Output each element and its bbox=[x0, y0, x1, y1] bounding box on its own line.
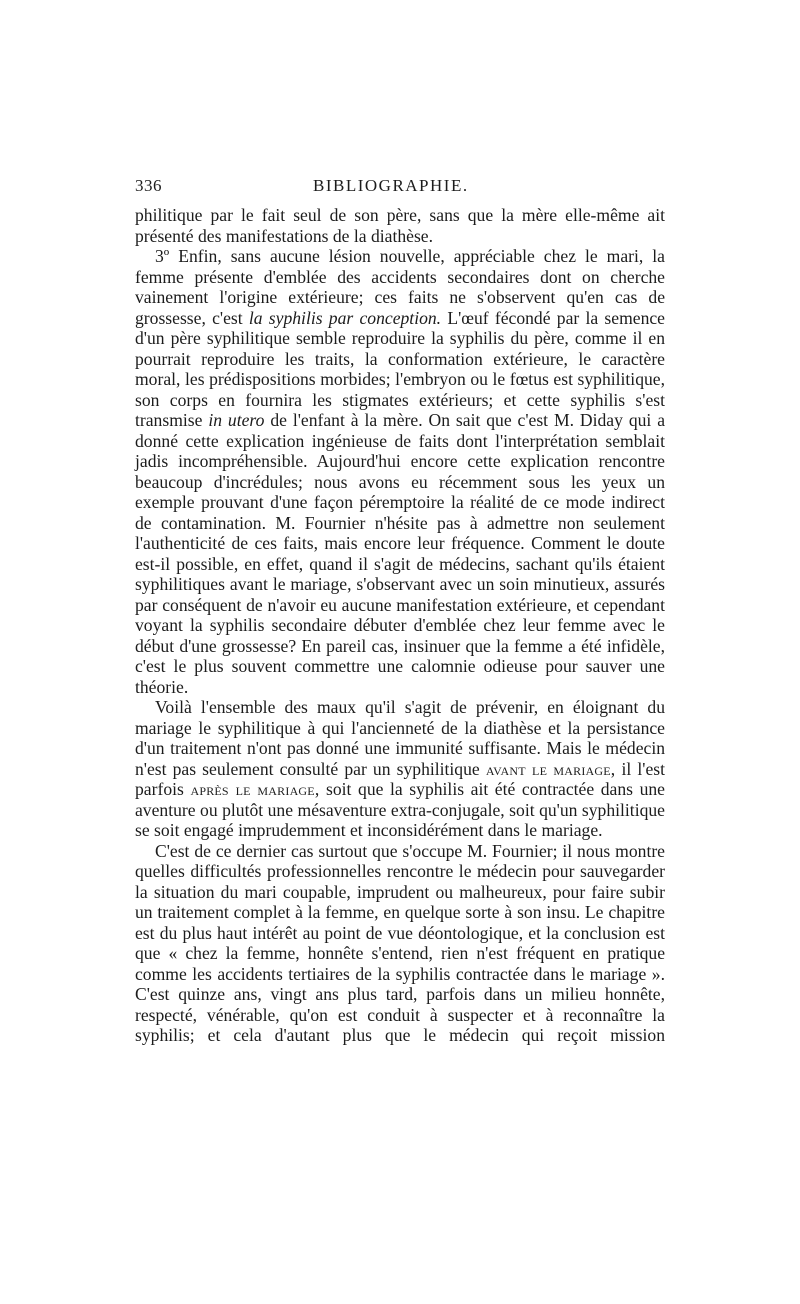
text-segment: Voilà l'ensemble des maux qu'il s'agit de prévenir, en éloignant du mariage le syphilitique à qui l'ancienneté de la diathèse et la persistance d'un traitement n'ont pas donné une immunité suffisante. Mais le médecin n'est pas seulement consulté par un syphilitique bbox=[135, 697, 665, 779]
paragraph-dernier-cas bbox=[135, 841, 665, 1046]
paragraph-text: philitique par le fait seul de son père, sans que la mère elle-même ait présenté des manifestations de la diathèse. bbox=[135, 205, 665, 246]
italic-term: in utero bbox=[208, 410, 265, 430]
page-header bbox=[135, 176, 663, 200]
body-text bbox=[135, 205, 665, 1046]
page-number: 336 bbox=[135, 176, 162, 195]
text-segment: soit que la syphilis ait été contractée dans une aventure ou plutôt une mésaventure extra-conjugale, soit qu'un syphilitique se soit engagé imprudemment et inconsidérément dans le mariage. bbox=[135, 779, 665, 840]
small-caps-term: avant le mariage, bbox=[485, 758, 616, 779]
running-title: BIBLIOGRAPHIE. bbox=[313, 176, 469, 195]
italic-term: la syphilis par conception. bbox=[248, 307, 442, 328]
text-segment: de l'enfant à la mère. On sait que c'est M. Diday qui a donné cette explication ingénieuse de faits dont l'interprétation semblait jadis incompréhensible. Aujourd'hui encore cette explication rencontre beaucoup d'incrédules; nous avons eu récemment sous les yeux un exemple prouvant d'une façon péremptoire la réalité de ce mode indirect de contamination. M. Fournier n'hésite pas à admettre non seulement l'authenticité de ces faits, mais encore leur fréquence. Comment le doute est-il possible, en effet, quand il s'agit de médecins, sachant qu'ils étaient syphilitiques avant le mariage, s'observant avec un soin minutieux, assurés par conséquent de n'avoir eu aucune manifestation extérieure, et cependant voyant la syphilis secondaire débuter d'emblée chez leur femme avec le début d'une grossesse? En pareil cas, insinuer que la femme a été infidèle, c'est le plus souvent commettre une calomnie odieuse pour sauver une théorie. bbox=[135, 410, 666, 697]
text-segment: L'œuf fécondé par la semence d'un père syphilitique semble reproduire la syphilis du père, comme il en pourrait reproduire les traits, la conformation extérieure, le caractère moral, les prédispositions morbides; l'embryon ou le fœtus est syphilitique, son corps en fournira les stigmates extérieurs; et cette syphilis s'est transmise bbox=[135, 307, 665, 430]
paragraph-conception bbox=[135, 246, 665, 697]
paragraph-continuation bbox=[135, 205, 665, 246]
paragraph-ensemble bbox=[135, 697, 665, 841]
small-caps-term: après le mariage, bbox=[190, 779, 320, 799]
text-segment: 3º Enfin, sans aucune lésion nouvelle, appréciable chez le mari, la femme présente d'emblée des accidents secondaires dont on cherche vainement l'origine extérieure; ces faits ne s'observent qu'en cas de grossesse, c'est bbox=[135, 246, 665, 328]
text-segment: il l'est parfois bbox=[135, 758, 665, 799]
paragraph-text: C'est de ce dernier cas surtout que s'occupe M. Fournier; il nous montre quelles difficultés professionnelles rencontre le médecin pour sauvegarder la situation du mari coupable, imprudent ou malheureux, pour faire subir un traitement complet à la femme, en quelque sorte à son insu. Le chapitre est du plus haut intérêt au point de vue déontologique, et la conclusion est que « chez la femme, honnête s'entend, rien n'est fréquent en pratique comme les accidents tertiaires de la syphilis contractée dans le mariage ». C'est quinze ans, vingt ans plus tard, parfois dans un milieu honnête, respecté, vénérable, qu'on est conduit à suspecter et à reconnaître la syphilis; et cela d'autant plus que le médecin qui reçoit mission bbox=[135, 840, 665, 1045]
